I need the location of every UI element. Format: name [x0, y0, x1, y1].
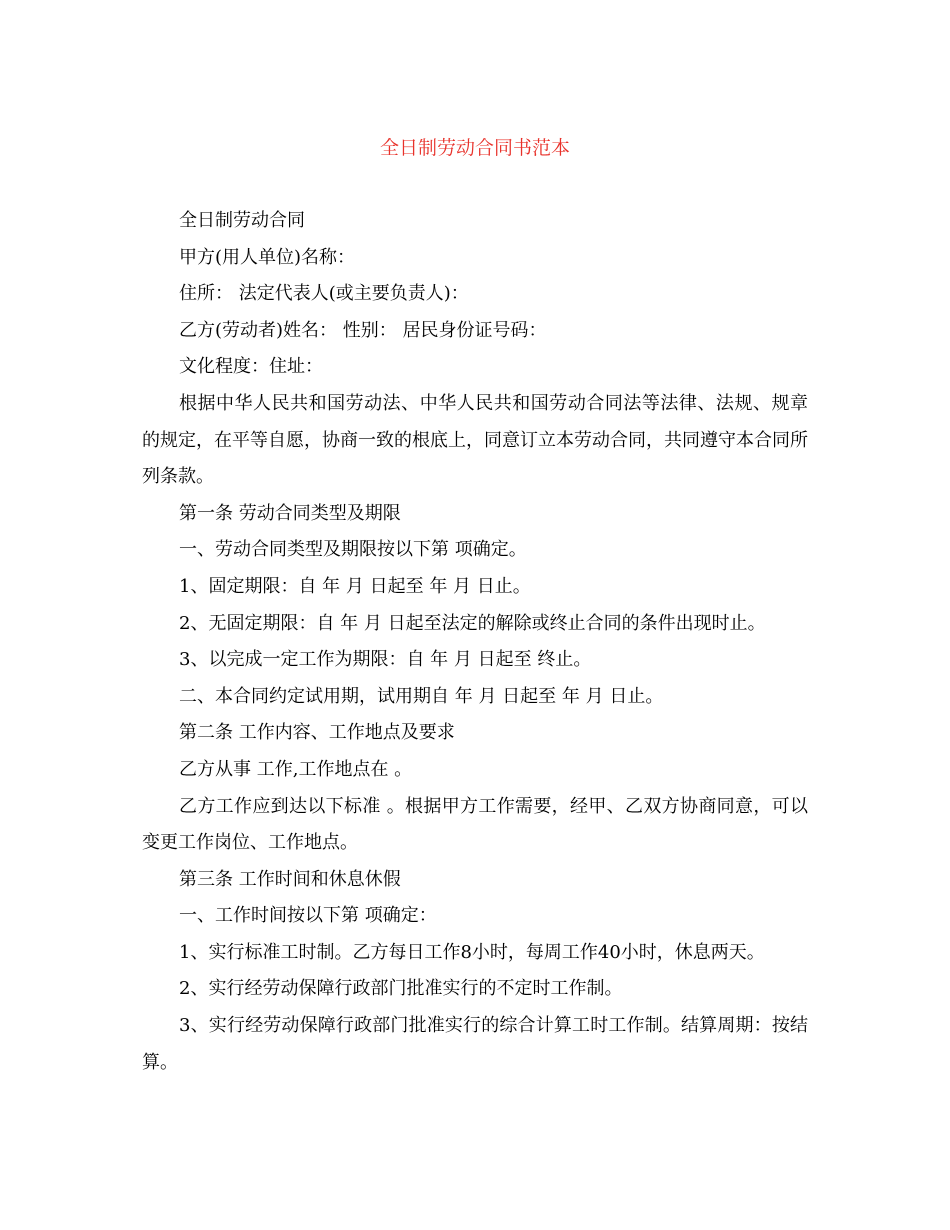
document-body — [142, 203, 808, 1081]
party-b-education-line: 文化程度：住址： — [179, 356, 323, 378]
article-1-item-2: 2、无固定期限：自 年 月 日起至法定的解除或终止合同的条件出现时止。 — [179, 612, 766, 634]
article-2-job-line: 乙方从事 工作,工作地点在 。 — [179, 758, 413, 780]
article-3-clause: 一、工作时间按以下第 项确定： — [179, 905, 437, 927]
article-3-item-2: 2、实行经劳动保障行政部门批准实行的不定时工作制。 — [179, 978, 623, 1000]
party-b-info-line: 乙方(劳动者)姓名： 性别： 居民身份证号码： — [179, 319, 547, 341]
article-3-item-3: 3、实行经劳动保障行政部门批准实行的综合计算工时工作制。结算周期：按结算。 — [142, 1015, 808, 1073]
article-1-item-1: 1、固定期限：自 年 月 日起至 年 月 日止。 — [179, 575, 531, 597]
contract-heading: 全日制劳动合同 — [179, 210, 305, 231]
party-a-address-line: 住所： 法定代表人(或主要负责人)： — [179, 283, 469, 305]
article-3-heading: 第三条 工作时间和休息休假 — [179, 868, 401, 890]
party-a-name-line: 甲方(用人单位)名称： — [179, 246, 356, 268]
article-2-standard-paragraph: 乙方工作应到达以下标准 。根据甲方工作需要，经甲、乙双方协商同意，可以变更工作岗位、工作地点。 — [142, 795, 808, 854]
article-1-probation-clause: 二、本合同约定试用期，试用期自 年 月 日起至 年 月 日止。 — [179, 685, 664, 707]
article-3-item-1: 1、实行标准工时制。乙方每日工作8小时，每周工作40小时，休息两天。 — [179, 941, 765, 963]
preamble-paragraph: 根据中华人民共和国劳动法、中华人民共和国劳动合同法等法律、法规、规章的规定，在平等自愿，协商一致的根底上，同意订立本劳动合同，共同遵守本合同所列条款。 — [142, 392, 808, 488]
document-title: 全日制劳动合同书范本 — [379, 137, 570, 159]
article-1-clause: 一、劳动合同类型及期限按以下第 项确定。 — [179, 539, 527, 561]
article-1-item-3: 3、以完成一定工作为期限：自 年 月 日起至 终止。 — [179, 649, 592, 671]
article-1-heading: 第一条 劳动合同类型及期限 — [179, 502, 401, 524]
article-2-heading: 第二条 工作内容、工作地点及要求 — [179, 722, 455, 744]
